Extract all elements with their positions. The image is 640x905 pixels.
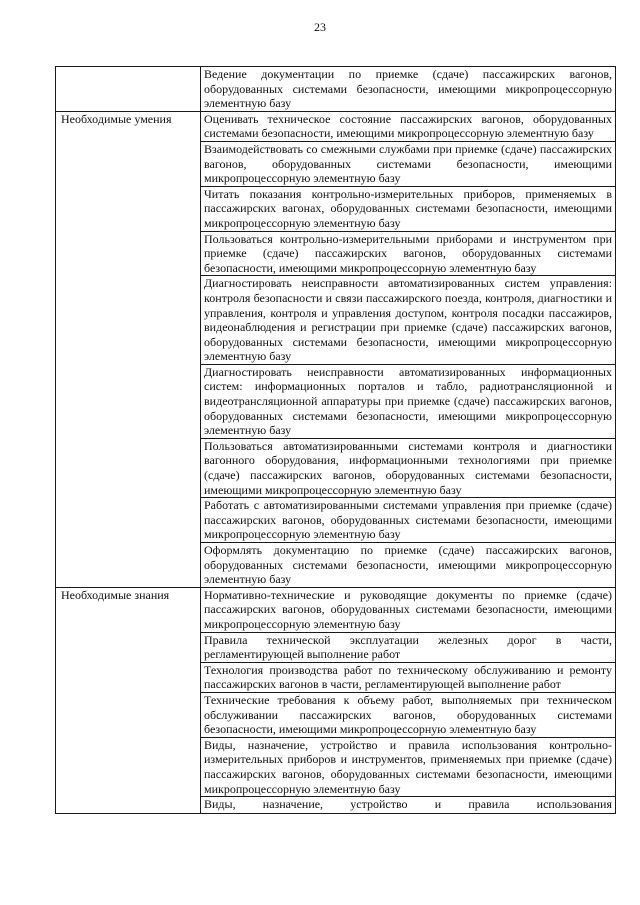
row-text: Пользоваться автоматизированными системами контроля и диагностики вагонного оборудования, информационными технологиями при приемке (сдаче) пассажирских вагонов, оборудованных системами безопасности, имеющими микропроцессорную элементную базу <box>201 438 616 497</box>
row-text: Технические требования к объему работ, выполняемых при техническом обслуживании пассажирских вагонов, оборудованных системами безопасности, имеющими микропроцессорную элементную базу <box>201 692 616 737</box>
table-row <box>56 111 616 141</box>
row-label <box>56 67 201 112</box>
row-text: Виды, назначение, устройство и правила использования <box>201 797 616 814</box>
row-text: Ведение документации по приемке (сдаче) пассажирских вагонов, оборудованных системами безопасности, имеющими микропроцессорную элементную базу <box>201 67 616 112</box>
row-text: Правила технической эксплуатации железных дорог в части, регламентирующей выполнение работ <box>201 632 616 662</box>
requirements-table <box>55 66 616 814</box>
section-label-skills: Необходимые умения <box>56 111 201 587</box>
row-text: Оценивать техническое состояние пассажирских вагонов, оборудованных системами безопасности, имеющими микропроцессорную элементную базу <box>201 111 616 141</box>
row-text: Диагностировать неисправности автоматизированных систем управления: контроля безопасности и связи пассажирского поезда, контроля, диагностики и управления, контроля и управления доступом, контроля посадки пассажиров, видеонаблюдения и регистрации при приемке (сдаче) пассажирских вагонов, оборудованных системами безопасности, имеющими микропроцессорную элементную базу <box>201 276 616 365</box>
row-text: Виды, назначение, устройство и правила использования контрольно-измерительных приборов и инструментов, применяемых при приемке (сдаче) пассажирских вагонов, оборудованных системами безопасности, имеющими микропроцессорную элементную базу <box>201 737 616 796</box>
table-row <box>56 587 616 632</box>
section-label-knowledge: Необходимые знания <box>56 587 201 813</box>
page-number: 23 <box>314 20 326 34</box>
row-text: Работать с автоматизированными системами управления при приемке (сдаче) пассажирских вагонов, оборудованных системами безопасности, имеющими микропроцессорную элементную базу <box>201 498 616 543</box>
row-text: Оформлять документацию по приемке (сдаче) пассажирских вагонов, оборудованных системами безопасности, имеющими микропроцессорную элементную базу <box>201 543 616 588</box>
row-text: Пользоваться контрольно-измерительными приборами и инструментом при приемке (сдаче) пассажирских вагонов, оборудованных системами безопасности, имеющими микропроцессорную элементную базу <box>201 231 616 276</box>
row-text: Взаимодействовать со смежными службами при приемке (сдаче) пассажирских вагонов, оборудованных системами безопасности, имеющими микропроцессорную элементную базу <box>201 141 616 186</box>
row-text: Нормативно-технические и руководящие документы по приемке (сдаче) пассажирских вагонов, оборудованных системами безопасности, имеющими микропроцессорную элементную базу <box>201 587 616 632</box>
row-text: Диагностировать неисправности автоматизированных информационных систем: информационных порталов и табло, радиотрансляционной и видеотрансляционной аппаратуры при приемке (сдаче) пассажирских вагонов, оборудованных системами безопасности, имеющими микропроцессорную элементную базу <box>201 364 616 438</box>
table-row <box>56 67 616 112</box>
row-text: Технология производства работ по техническому обслуживанию и ремонту пассажирских вагонов в части, регламентирующей выполнение работ <box>201 662 616 692</box>
row-text: Читать показания контрольно-измерительных приборов, применяемых в пассажирских вагонах, оборудованных системами безопасности, имеющими микропроцессорную элементную базу <box>201 186 616 231</box>
